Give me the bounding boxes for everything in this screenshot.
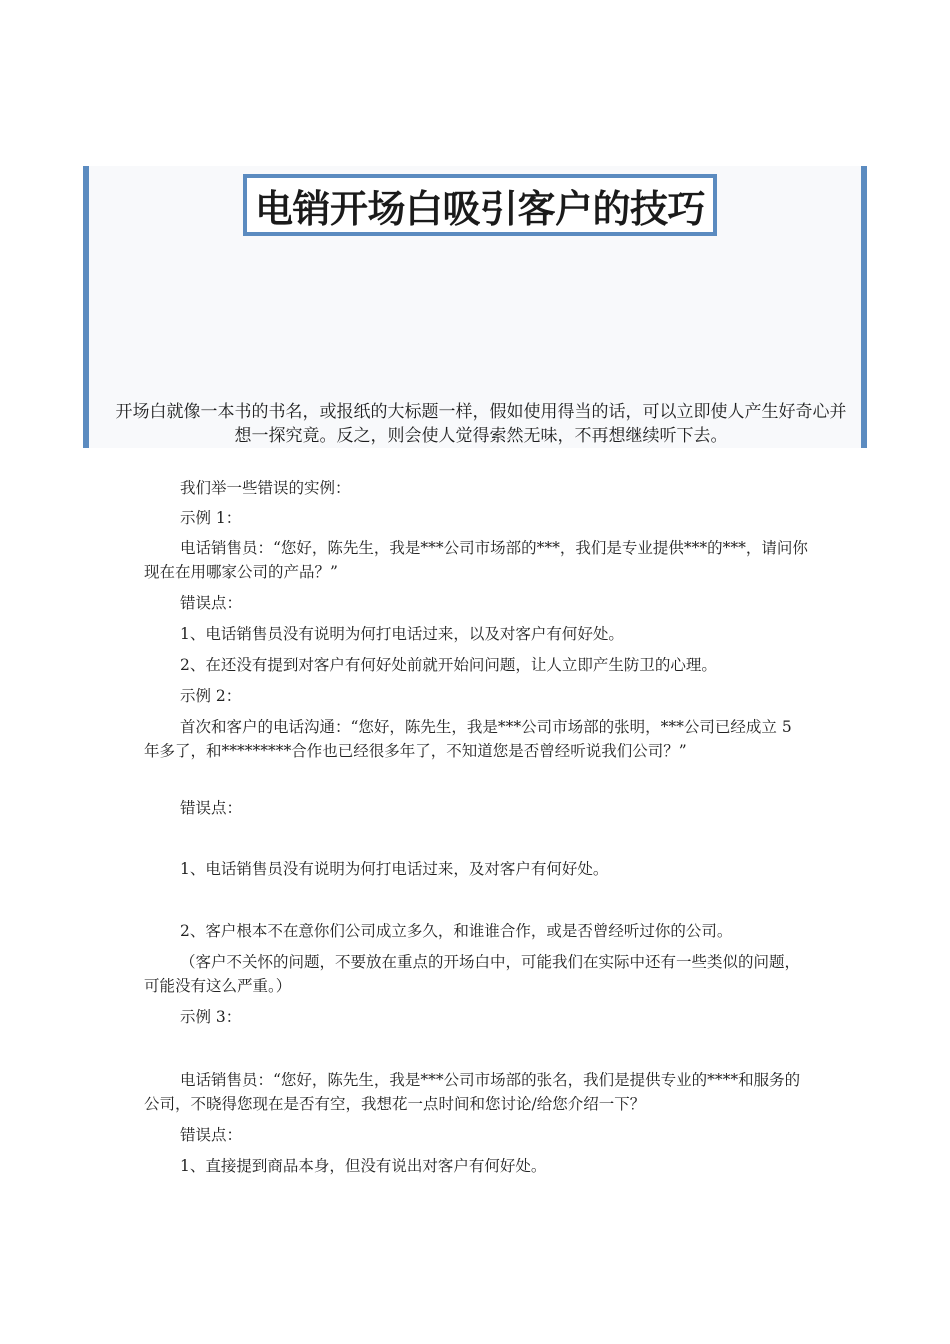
paragraph: 2、客户根本不在意你们公司成立多久，和谁谁合作，或是否曾经听过你的公司。 [180, 922, 733, 940]
paragraph: 首次和客户的电话沟通：“您好，陈先生，我是***公司市场部的张明，***公司已经成立 5 年多了，和*********合作也已经很多年了，不知道您是否曾经听说我们公司？” [144, 718, 792, 760]
paragraph: 示例 3： [180, 1008, 242, 1026]
paragraph: 1、电话销售员没有说明为何打电话过来，及对客户有何好处。 [180, 860, 609, 878]
paragraph: 1、直接提到商品本身，但没有说出对客户有何好处。 [180, 1157, 547, 1175]
page-title: 电销开场白吸引客户的技巧 [254, 186, 705, 231]
paragraph: 2、在还没有提到对客户有何好处前就开始问问题，让人立即产生防卫的心理。 [180, 656, 717, 674]
intro-text: 开场白就像一本书的书名，或报纸的大标题一样，假如使用得当的话，可以立即使人产生好奇心并想一探究竟。反之，则会使人觉得索然无味，不再想继续听下去。 [115, 402, 847, 446]
paragraph: 示例 2： [180, 687, 242, 705]
title-box [243, 174, 717, 236]
paragraph: 1、电话销售员没有说明为何打电话过来，以及对客户有何好处。 [180, 625, 624, 643]
paragraph: 错误点： [180, 1126, 243, 1144]
paragraph: 电话销售员：“您好，陈先生，我是***公司市场部的张名，我们是提供专业的****和服务的公司，不晓得您现在是否有空，我想花一点时间和您讨论/给您介绍一下？ [144, 1071, 801, 1113]
title-banner [83, 166, 867, 448]
paragraph: 错误点： [180, 799, 243, 817]
paragraph: 错误点： [180, 594, 243, 612]
paragraph: 我们举一些错误的实例： [180, 479, 351, 497]
paragraph: （客户不关怀的问题，不要放在重点的开场白中，可能我们在实际中还有一些类似的问题，可能没有这么严重。） [144, 953, 801, 995]
paragraph: 电话销售员：“您好，陈先生，我是***公司市场部的***，我们是专业提供***的***，请问你现在在用哪家公司的产品？” [144, 539, 808, 581]
paragraph: 示例 1： [180, 509, 242, 527]
